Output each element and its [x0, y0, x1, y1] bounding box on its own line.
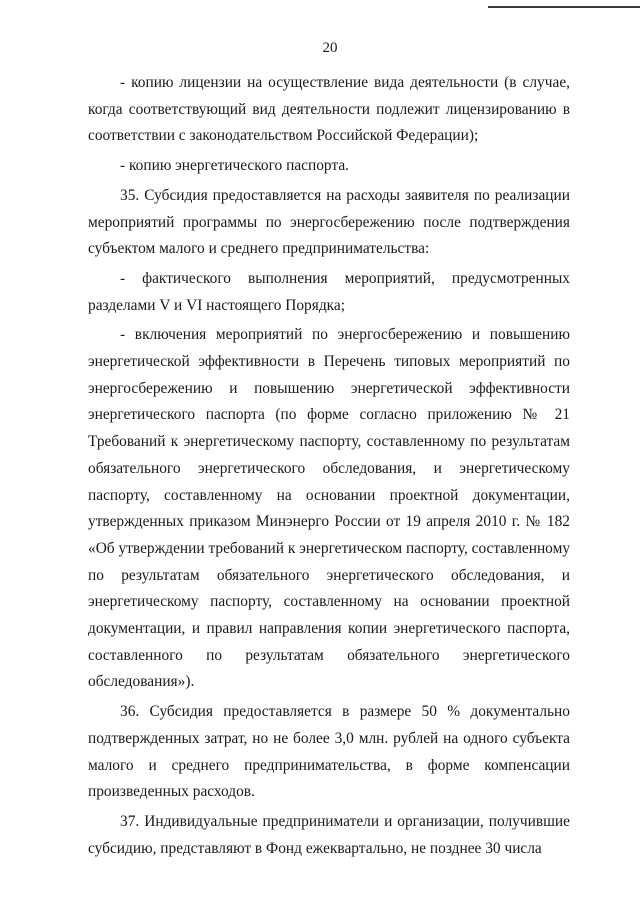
scan-edge-mark	[488, 6, 640, 8]
paragraph-item-35: 35. Субсидия предоставляется на расходы заявителя по реализации мероприятий программы по энергосбережению после подтверждения субъектом малого и среднего предпринимательства:	[88, 186, 570, 258]
document-body	[88, 70, 570, 862]
paragraph-actual-implementation: - фактического выполнения мероприятий, предусмотренных разделами V и VI настоящего Порядка;	[88, 269, 570, 314]
paragraph-measures-inclusion: - включения мероприятий по энергосбережению и повышению энергетической эффективности в Перечень типовых мероприятий по энергосбережению и повышению энергетической эффективности энергетического паспорта (по форме согласно приложению № 21 Требований к энергетическому паспорту, составленному по результатам обязательного энергетического обследования, и энергетическому паспорту, составленному на основании проектной документации, утвержденных приказом Минэнерго России от 19 апреля 2010 г. № 182 «Об утверждении требований к энергетическом паспорту, составленному по результатам обязательного энергетического обследования, и энергетическому паспорту, составленному на основании проектной документации, и правил направления копии энергетического паспорта, составленного по результатам обязательного энергетического обследования»).	[88, 326, 571, 691]
paragraph-energy-passport-copy: - копию энергетического паспорта.	[120, 157, 350, 175]
page-number: 20	[322, 40, 338, 56]
paragraph-item-36: 36. Субсидия предоставляется в размере 50 % документально подтвержденных затрат, но не более 3,0 млн. рублей на одного субъекта малого и среднего предпринимательства, в форме компенсации произведенных расходов.	[88, 703, 570, 801]
paragraph-license-copy: - копию лицензии на осуществление вида деятельности (в случае, когда соответствующий вид деятельности подлежит лицензированию в соответствии с законодательством Российской Федерации);	[88, 74, 570, 145]
paragraph-item-37: 37. Индивидуальные предприниматели и организации, получившие субсидию, представляют в Фонд ежеквартально, не позднее 30 числа	[88, 812, 570, 857]
